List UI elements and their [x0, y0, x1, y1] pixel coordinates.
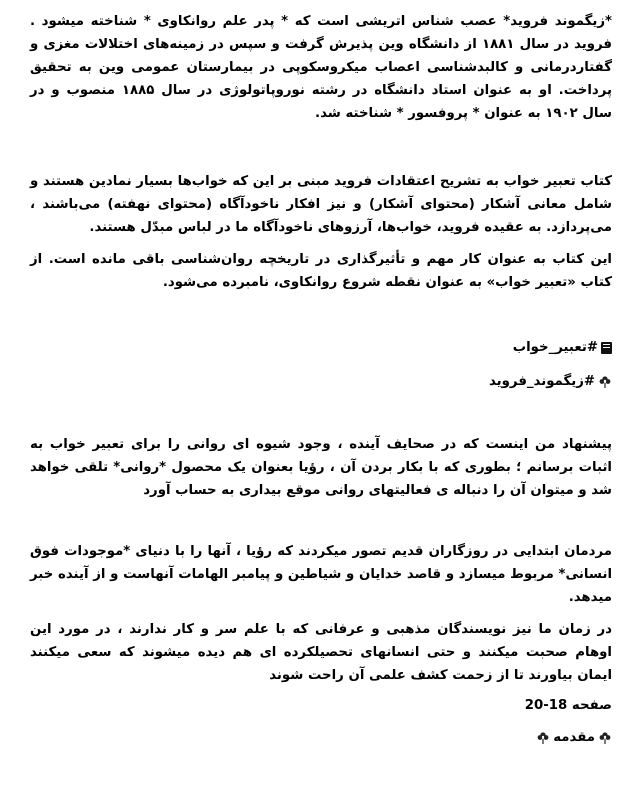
book-icon	[601, 342, 612, 354]
paragraph-proposal: پیشنهاد من اینست که در صحایف آینده ، وجود شیوه ای روانی را برای تعبیر خواب به اثبات برسانم ؛ بطوری که با بکار بردن آن ، رؤیا بعنوان یک محصول *روانی* تلقی خواهد شد و میتوان آن را دنباله ی فعالیتهای روانی موقع بیداری به حساب آورد	[30, 437, 612, 498]
hashtag-label: #زیگموند_فروید	[488, 374, 595, 389]
paragraph-book-intro: کتاب تعبیر خواب به تشریح اعتقادات فروید مبنی بر این که خواب‌ها بسیار نمادین هستند و شامل معانی آشکار (محتوای آشکار) و نیز افکار ناخودآگاه (محتوای نهفته) می‌باشند ، می‌پردازد. به عقیده فروید، خواب‌ها، آرزوهای ناخودآگاه ما در لباس مبدّل هستند.	[30, 174, 612, 235]
hashtag-dream-interpretation[interactable]	[30, 337, 612, 359]
flower-icon	[598, 375, 612, 389]
section-label-text: مقدمه	[553, 730, 595, 745]
paragraph-modern-writers: در زمان ما نیز نویسندگان مذهبی و عرفانی که با علم سر و کار ندارند ، در مورد این اوهام صحبت میکنند و حتی انسانهای تحصیلکرده ای هم دیده میشوند که سعی میکنند ایمان بیاورند تا از زحمت کشف علمی آن راحت شوند	[30, 622, 612, 683]
section-label	[30, 727, 612, 749]
paragraph-freud-bio: *زیگموند فروید* عصب شناس اتریشی است که * پدر علم روانکاوی * شناخته میشود . فروید در سال ۱۸۸۱ از دانشگاه وین پذیرش گرفت و سپس در زمینه‌های اختلالات مغزی و گفتاردرمانی و کالبدشناسی اعصاب میکروسکوپی در بیمارستان عمومی وین به تحقیق پرداخت. او به عنوان استاد دانشگاه در رشته نوروپاتولوژی در سال ۱۸۸۵ منصوب و در سال ۱۹۰۲ به عنوان * پروفسور * شناخته شد.	[30, 14, 613, 121]
hashtag-label: #تعبیر_خواب	[512, 340, 598, 355]
document-page	[30, 10, 612, 749]
page-reference: صفحه 18-20	[524, 698, 612, 713]
flower-icon	[536, 731, 550, 745]
flower-icon	[598, 731, 612, 745]
paragraph-ancient-beliefs: مردمان ابتدایی در روزگاران قدیم تصور میکردند که رؤیا ، آنها را با دنیای *موجودات فوق انسانی* مربوط میسازد و قاصد خدایان و شیاطین و پیامبر الهامات آنهاست و از آینده خبر میدهد.	[30, 544, 612, 605]
hashtag-sigmund-freud[interactable]	[30, 371, 612, 393]
paragraph-book-importance: این کتاب به عنوان کار مهم و تأثیرگذاری در تاریخچه روان‌شناسی باقی مانده است. از کتاب «تعبیر خواب» به عنوان نقطه شروع روانکاوی، نامبرده می‌شود.	[30, 252, 612, 290]
